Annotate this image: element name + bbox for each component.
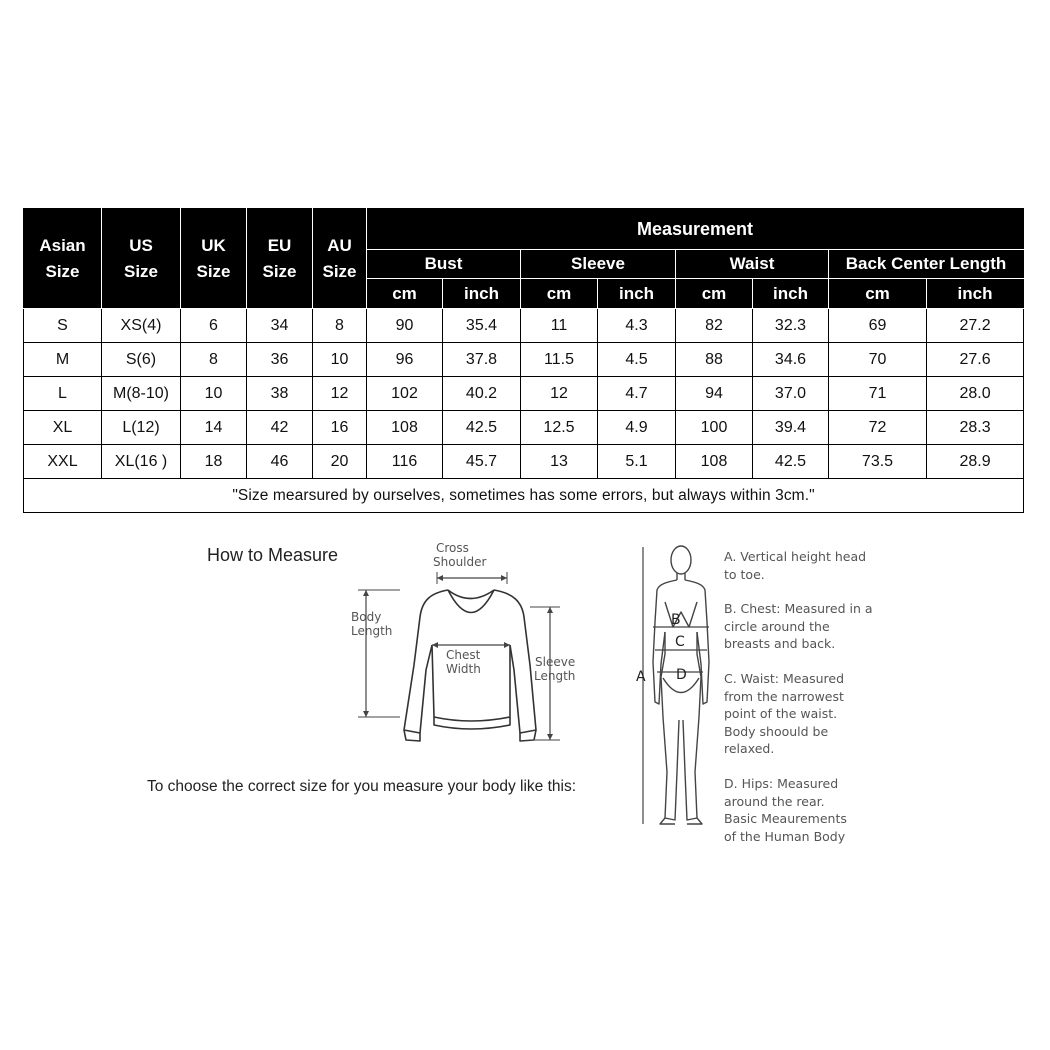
table-cell: 5.1 bbox=[598, 445, 676, 479]
size-system-header bbox=[102, 209, 181, 309]
table-cell: 70 bbox=[829, 343, 927, 377]
table-cell: 12 bbox=[521, 377, 598, 411]
unit-header: cm bbox=[521, 279, 598, 309]
unit-header: cm bbox=[367, 279, 443, 309]
table-cell: M bbox=[24, 343, 102, 377]
marker-c: C bbox=[675, 634, 685, 650]
table-cell: XL bbox=[24, 411, 102, 445]
table-cell: 71 bbox=[829, 377, 927, 411]
measurement-group-header: Back Center Length bbox=[829, 250, 1024, 279]
table-cell: 73.5 bbox=[829, 445, 927, 479]
table-cell: 27.2 bbox=[927, 309, 1024, 343]
table-cell: 102 bbox=[367, 377, 443, 411]
table-cell: 36 bbox=[247, 343, 313, 377]
sleeve-length-label: Sleeve Length bbox=[534, 655, 576, 683]
table-cell: S(6) bbox=[102, 343, 181, 377]
unit-header: cm bbox=[676, 279, 753, 309]
marker-d: D bbox=[676, 667, 687, 683]
sweater-diagram bbox=[340, 535, 580, 765]
table-cell: 108 bbox=[676, 445, 753, 479]
table-cell: 96 bbox=[367, 343, 443, 377]
table-cell: S bbox=[24, 309, 102, 343]
table-cell: 28.3 bbox=[927, 411, 1024, 445]
header-text: Size bbox=[262, 261, 297, 281]
table-cell: 14 bbox=[181, 411, 247, 445]
header-text: AU bbox=[327, 235, 352, 255]
table-cell: 4.7 bbox=[598, 377, 676, 411]
table-cell: 108 bbox=[367, 411, 443, 445]
table-cell: 4.5 bbox=[598, 343, 676, 377]
table-cell: 94 bbox=[676, 377, 753, 411]
header-text: US bbox=[129, 235, 153, 255]
table-row bbox=[24, 309, 1024, 343]
size-system-header bbox=[247, 209, 313, 309]
table-cell: 20 bbox=[313, 445, 367, 479]
table-cell: 34.6 bbox=[753, 343, 829, 377]
table-cell: 10 bbox=[181, 377, 247, 411]
chest-width-label: Chest Width bbox=[446, 648, 481, 676]
table-row bbox=[24, 377, 1024, 411]
table-cell: M(8-10) bbox=[102, 377, 181, 411]
table-cell: 18 bbox=[181, 445, 247, 479]
table-row bbox=[24, 343, 1024, 377]
table-cell: 46 bbox=[247, 445, 313, 479]
cross-shoulder-label: Cross Shoulder bbox=[433, 541, 487, 569]
table-cell: 69 bbox=[829, 309, 927, 343]
table-cell: 37.0 bbox=[753, 377, 829, 411]
table-cell: 88 bbox=[676, 343, 753, 377]
table-cell: 28.9 bbox=[927, 445, 1024, 479]
table-cell: 8 bbox=[313, 309, 367, 343]
header-text: UK bbox=[201, 235, 226, 255]
table-cell: 32.3 bbox=[753, 309, 829, 343]
table-cell: L(12) bbox=[102, 411, 181, 445]
body-outline bbox=[653, 546, 709, 824]
table-cell: 90 bbox=[367, 309, 443, 343]
table-cell: 11.5 bbox=[521, 343, 598, 377]
unit-header: inch bbox=[927, 279, 1024, 309]
measurement-group-header: Sleeve bbox=[521, 250, 676, 279]
note-b-chest: B. Chest: Measured in a circle around the breasts and back. bbox=[724, 601, 873, 651]
table-cell: 42 bbox=[247, 411, 313, 445]
table-cell: 100 bbox=[676, 411, 753, 445]
choose-size-instruction: To choose the correct size for you measure your body like this: bbox=[147, 778, 577, 795]
header-text: Size bbox=[196, 261, 231, 281]
note-row bbox=[24, 479, 1024, 513]
unit-header: inch bbox=[598, 279, 676, 309]
table-cell: 27.6 bbox=[927, 343, 1024, 377]
header-text: Asian bbox=[39, 235, 86, 255]
table-cell: 8 bbox=[181, 343, 247, 377]
table-cell: 37.8 bbox=[443, 343, 521, 377]
table-cell: 13 bbox=[521, 445, 598, 479]
table-cell: 28.0 bbox=[927, 377, 1024, 411]
table-cell: 42.5 bbox=[753, 445, 829, 479]
measurement-group-header: Bust bbox=[367, 250, 521, 279]
size-system-header bbox=[24, 209, 102, 309]
table-cell: 6 bbox=[181, 309, 247, 343]
header-row-top bbox=[24, 209, 1024, 250]
table-cell: 34 bbox=[247, 309, 313, 343]
measurement-group-header: Waist bbox=[676, 250, 829, 279]
table-cell: 40.2 bbox=[443, 377, 521, 411]
note-d-hips: D. Hips: Measured around the rear. Basic Meaurements of the Human Body bbox=[724, 776, 847, 844]
header-text: Size bbox=[322, 261, 357, 281]
body-diagram bbox=[633, 542, 723, 832]
table-row bbox=[24, 445, 1024, 479]
note-a-height: A. Vertical height head to toe. bbox=[724, 549, 867, 582]
marker-a: A bbox=[636, 669, 646, 685]
size-system-header bbox=[313, 209, 367, 309]
how-to-measure-title: How to Measure bbox=[207, 545, 339, 565]
header-text: EU bbox=[267, 235, 292, 255]
table-cell: 35.4 bbox=[443, 309, 521, 343]
table-cell: 45.7 bbox=[443, 445, 521, 479]
table-cell: 10 bbox=[313, 343, 367, 377]
table-cell: 12 bbox=[313, 377, 367, 411]
table-cell: 82 bbox=[676, 309, 753, 343]
how-to-measure-section bbox=[0, 520, 1050, 860]
table-row bbox=[24, 411, 1024, 445]
marker-b: B bbox=[671, 612, 681, 628]
table-cell: 42.5 bbox=[443, 411, 521, 445]
table-cell: L bbox=[24, 377, 102, 411]
size-system-header bbox=[181, 209, 247, 309]
table-cell: 4.9 bbox=[598, 411, 676, 445]
table-cell: 11 bbox=[521, 309, 598, 343]
table-cell: 72 bbox=[829, 411, 927, 445]
unit-header: cm bbox=[829, 279, 927, 309]
table-cell: XS(4) bbox=[102, 309, 181, 343]
table-cell: 16 bbox=[313, 411, 367, 445]
size-chart-table bbox=[23, 208, 1024, 513]
header-text: Size bbox=[45, 261, 80, 281]
header-text: Size bbox=[123, 261, 159, 281]
measurement-header: Measurement bbox=[367, 209, 1024, 250]
unit-header: inch bbox=[443, 279, 521, 309]
body-length-label: Body Length bbox=[351, 610, 393, 638]
measurement-disclaimer: "Size mearsured by ourselves, sometimes has some errors, but always within 3cm." bbox=[24, 479, 1024, 513]
table-cell: 38 bbox=[247, 377, 313, 411]
table-cell: 4.3 bbox=[598, 309, 676, 343]
table-cell: XXL bbox=[24, 445, 102, 479]
note-c-waist: C. Waist: Measured from the narrowest point of the waist. Body shoould be relaxed. bbox=[724, 671, 845, 756]
table-cell: 116 bbox=[367, 445, 443, 479]
table-cell: XL(16 ) bbox=[102, 445, 181, 479]
table-cell: 39.4 bbox=[753, 411, 829, 445]
unit-header: inch bbox=[753, 279, 829, 309]
table-cell: 12.5 bbox=[521, 411, 598, 445]
